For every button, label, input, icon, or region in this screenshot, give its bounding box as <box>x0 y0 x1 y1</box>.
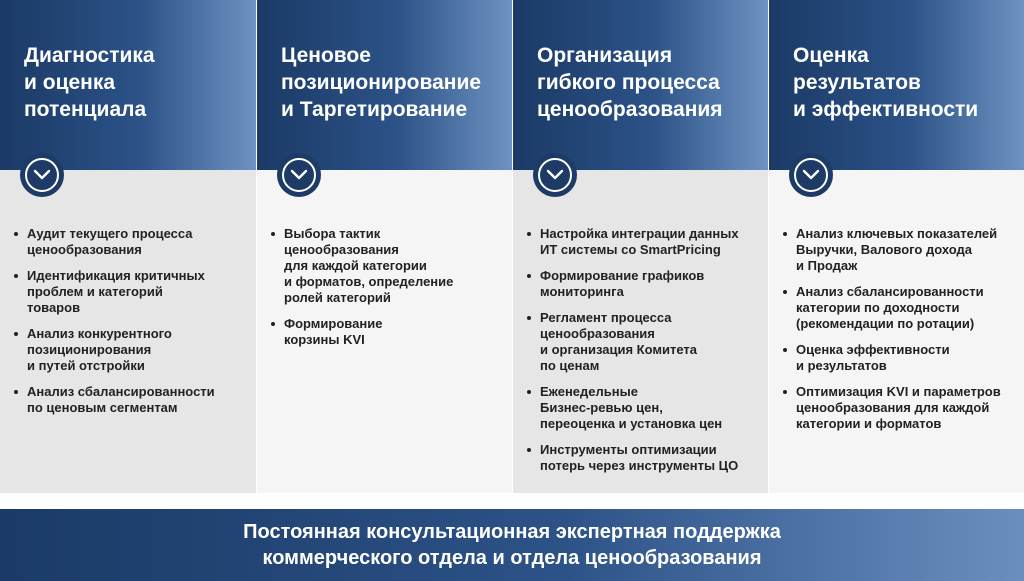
stage-title-line: потенциала <box>24 98 147 121</box>
support-banner-text <box>243 519 781 571</box>
chevron-down-icon <box>533 153 577 197</box>
stage-title-line: и оценка <box>24 71 116 94</box>
stage-header <box>513 0 768 170</box>
chevron-down-icon <box>277 153 321 197</box>
list-item: Идентификация критичных проблем и категорий товаров <box>12 268 250 316</box>
list-item: Регламент процесса ценообразования и организация Комитета по ценам <box>525 310 762 374</box>
list-item: Настройка интеграции данных ИТ системы со SmartPricing <box>525 226 762 258</box>
stage-title-line: и Таргетирование <box>281 98 468 121</box>
stage-price-positioning <box>256 0 512 493</box>
stage-title-line: Ценовое <box>281 44 371 67</box>
stage-title <box>281 42 504 123</box>
stage-diagnostics <box>0 0 256 493</box>
list-item: Инструменты оптимизации потерь через инструменты ЦО <box>525 442 762 474</box>
chevron-down-icon <box>789 153 833 197</box>
stage-items <box>781 226 1018 442</box>
stage-title <box>24 42 248 123</box>
list-item: Анализ ключевых показателей Выручки, Валового дохода и Продаж <box>781 226 1018 274</box>
stage-flexible-pricing <box>512 0 768 493</box>
stage-title <box>537 42 760 123</box>
list-item: Оптимизация KVI и параметров ценообразования для каждой категории и форматов <box>781 384 1018 432</box>
stage-title-line: Диагностика <box>24 44 155 67</box>
stage-title-line: ценообразования <box>537 98 723 121</box>
list-item: Анализ конкурентного позиционирования и путей отстройки <box>12 326 250 374</box>
support-banner <box>0 509 1024 581</box>
stage-title <box>793 42 1016 123</box>
chevron-down-icon <box>20 153 64 197</box>
list-item: Оценка эффективности и результатов <box>781 342 1018 374</box>
stage-header <box>769 0 1024 170</box>
stage-results-evaluation <box>768 0 1024 493</box>
stage-items <box>12 226 250 426</box>
stage-title-line: позиционирование <box>281 71 482 94</box>
banner-line: коммерческого отдела и отдела ценообразования <box>262 547 762 569</box>
list-item: Еженедельные Бизнес-ревью цен, переоценка и установка цен <box>525 384 762 432</box>
list-item: Формирование корзины KVI <box>269 316 506 348</box>
stage-title-line: гибкого процесса <box>537 71 720 94</box>
list-item: Формирование графиков мониторинга <box>525 268 762 300</box>
list-item: Анализ сбалансированности по ценовым сегментам <box>12 384 250 416</box>
list-item: Анализ сбалансированности категории по доходности (рекомендации по ротации) <box>781 284 1018 332</box>
stage-items <box>525 226 762 484</box>
stage-title-line: Организация <box>537 44 673 67</box>
stage-items <box>269 226 506 358</box>
stage-title-line: и эффективности <box>793 98 979 121</box>
stage-title-line: результатов <box>793 71 921 94</box>
list-item: Аудит текущего процесса ценообразования <box>12 226 250 258</box>
stage-header <box>0 0 256 170</box>
stage-title-line: Оценка <box>793 44 869 67</box>
list-item: Выбора тактик ценообразования для каждой категории и форматов, определение ролей категорий <box>269 226 506 306</box>
banner-line: Постоянная консультационная экспертная поддержка <box>243 521 781 543</box>
stage-header <box>257 0 512 170</box>
